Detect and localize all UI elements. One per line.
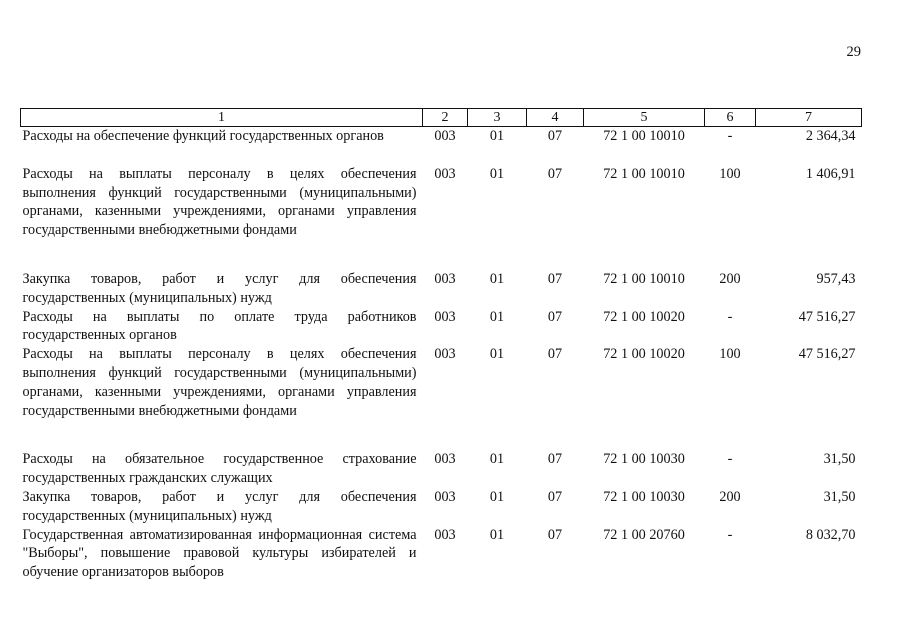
table-row [21, 127, 862, 165]
row-expense-type: - [727, 308, 733, 325]
row-subsection-code: 07 [547, 308, 563, 325]
row-target-article: 72 1 00 20760 [603, 526, 685, 543]
row-amount: 2 364,34 [805, 128, 856, 144]
row-expense-type: - [727, 526, 733, 543]
table-row [21, 270, 862, 308]
row-subsection-code: 07 [547, 270, 563, 287]
row-expense-type: 200 [719, 270, 741, 287]
row-ministry-code: 003 [434, 488, 456, 505]
row-section-code: 01 [489, 451, 505, 468]
row-subsection-code: 07 [547, 451, 563, 468]
table-row [21, 488, 862, 526]
row-description: Закупка товаров, работ и услуг для обеспечения государственных (муниципальных) нужд [22, 270, 417, 306]
row-amount: 31,50 [823, 451, 856, 468]
row-target-article: 72 1 00 10020 [603, 346, 685, 363]
row-ministry-code: 003 [434, 308, 456, 325]
row-amount: 47 516,27 [798, 308, 856, 325]
header-col-6: 6 [705, 109, 756, 127]
budget-table [20, 108, 862, 582]
table-body [21, 127, 862, 582]
row-expense-type: - [727, 451, 733, 468]
row-amount: 31,50 [823, 488, 856, 505]
header-col-1: 1 [21, 109, 423, 127]
header-col-2: 2 [423, 109, 468, 127]
row-description: Расходы на выплаты персоналу в целях обеспечения выполнения функций государственными (муниципальными) органами, казенными учреждениями, органами управления государственными внебюджетными фондами [22, 165, 417, 239]
row-ministry-code: 003 [434, 346, 456, 363]
header-row [21, 109, 862, 127]
row-expense-type: - [727, 128, 733, 144]
row-subsection-code: 07 [547, 526, 563, 543]
row-target-article: 72 1 00 10030 [603, 451, 685, 468]
header-col-3: 3 [468, 109, 527, 127]
row-section-code: 01 [489, 526, 505, 543]
row-description: Расходы на обеспечение функций государственных органов [22, 128, 384, 144]
row-section-code: 01 [489, 488, 505, 505]
row-section-code: 01 [489, 308, 505, 325]
row-target-article: 72 1 00 10010 [603, 128, 685, 144]
row-amount: 47 516,27 [798, 346, 856, 363]
row-section-code: 01 [489, 165, 505, 182]
row-section-code: 01 [489, 270, 505, 287]
row-expense-type: 100 [719, 346, 741, 363]
header-col-4: 4 [527, 109, 584, 127]
header-col-7: 7 [756, 109, 862, 127]
table-row [21, 308, 862, 346]
row-subsection-code: 07 [547, 346, 563, 363]
row-section-code: 01 [489, 128, 505, 144]
row-ministry-code: 003 [434, 128, 456, 144]
page-number: 29 [846, 44, 861, 60]
row-subsection-code: 07 [547, 165, 563, 182]
row-target-article: 72 1 00 10020 [603, 308, 685, 325]
table-row [21, 345, 862, 450]
row-ministry-code: 003 [434, 270, 456, 287]
table-header [21, 109, 862, 127]
row-target-article: 72 1 00 10010 [603, 165, 685, 182]
row-ministry-code: 003 [434, 526, 456, 543]
row-amount: 957,43 [816, 270, 856, 287]
row-target-article: 72 1 00 10010 [603, 270, 685, 287]
row-ministry-code: 003 [434, 451, 456, 468]
row-amount: 8 032,70 [805, 526, 856, 543]
row-amount: 1 406,91 [805, 165, 856, 182]
table-row [21, 526, 862, 582]
table-row [21, 165, 862, 270]
row-ministry-code: 003 [434, 165, 456, 182]
row-description: Закупка товаров, работ и услуг для обеспечения государственных (муниципальных) нужд [22, 488, 417, 524]
row-description: Расходы на обязательное государственное страхование государственных гражданских служащих [22, 451, 417, 487]
header-col-5: 5 [584, 109, 705, 127]
row-description: Расходы на выплаты по оплате труда работников государственных органов [22, 308, 417, 344]
row-subsection-code: 07 [547, 488, 563, 505]
row-target-article: 72 1 00 10030 [603, 488, 685, 505]
row-description: Государственная автоматизированная информационная система "Выборы", повышение правовой культуры избирателей и обучение организаторов выборов [22, 526, 417, 581]
table-row [21, 450, 862, 488]
row-subsection-code: 07 [547, 128, 563, 144]
row-expense-type: 200 [719, 488, 741, 505]
row-description: Расходы на выплаты персоналу в целях обеспечения выполнения функций государственными (муниципальными) органами, казенными учреждениями, органами управления государственными внебюджетными фондами [22, 346, 417, 419]
row-section-code: 01 [489, 346, 505, 363]
row-expense-type: 100 [719, 165, 741, 182]
